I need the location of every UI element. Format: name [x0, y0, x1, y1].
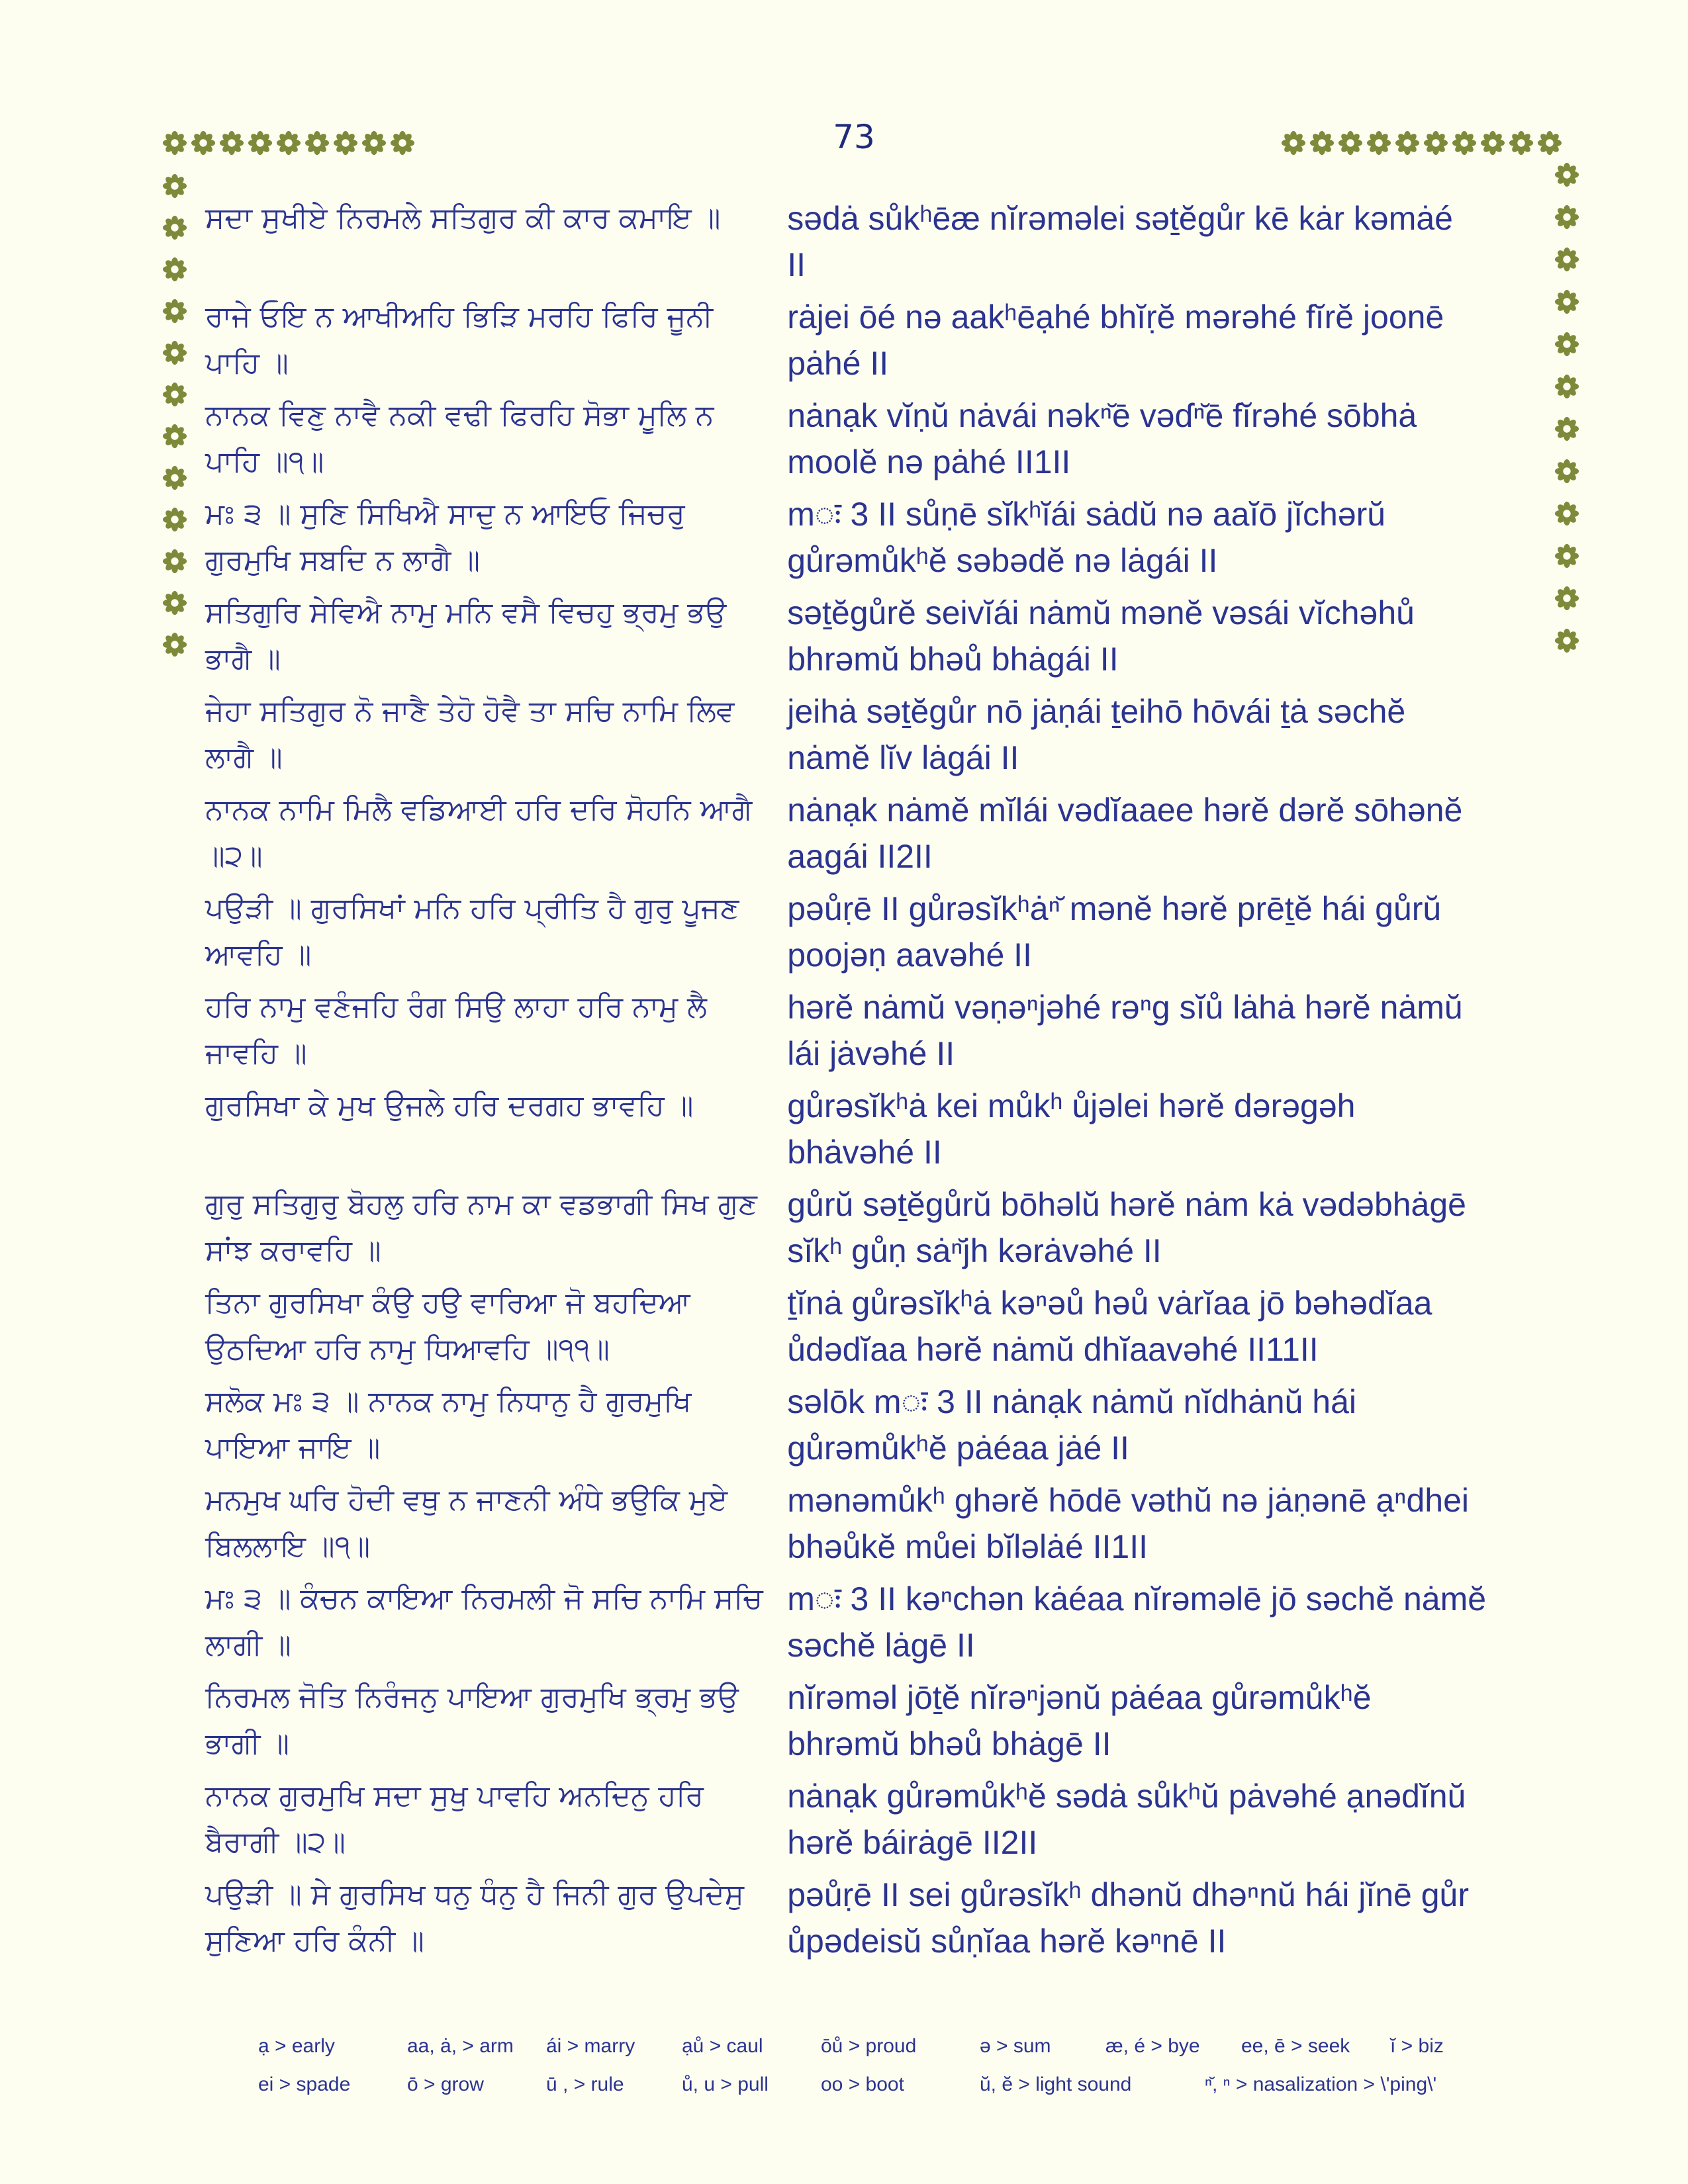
legend-entry: ŭ, ĕ > light sound — [980, 2073, 1132, 2095]
flower-ornament-icon — [1554, 289, 1579, 314]
page-number: 73 — [833, 118, 875, 156]
verse-line — [205, 1083, 1529, 1181]
transliteration-row: jeihȧ səṯĕgůr nō jȧṇái ṯeihō hōvái ṯȧ səchĕ — [787, 693, 1406, 730]
transliteration-text — [787, 886, 1529, 978]
legend-entry: ee, ē > seek — [1241, 2035, 1350, 2057]
transliteration-row: poojəṇ aavəhé II — [787, 936, 1032, 974]
verse-line — [205, 1872, 1529, 1970]
transliteration-row: ůdədĭaa hərĕ nȧmŭ dhĭaavəhé II11II — [787, 1331, 1319, 1368]
transliteration-row: mः 3 II kəⁿchən kȧéaa nĭrəməlē jō səchĕ nȧmĕ — [787, 1580, 1487, 1617]
transliteration-text — [787, 392, 1529, 485]
flower-ornament-icon — [1537, 130, 1562, 156]
flower-ornament-icon — [276, 130, 301, 156]
transliteration-row: nȧmĕ lĭv lȧgái II — [787, 739, 1019, 776]
flower-ornament-icon — [162, 130, 187, 156]
flower-ornament-icon — [248, 130, 273, 156]
transliteration-row: hərĕ báirȧgē II2II — [787, 1824, 1038, 1861]
verse-line — [205, 1280, 1529, 1379]
legend-entry: oo > boot — [821, 2073, 904, 2095]
transliteration-text — [787, 1576, 1529, 1668]
flower-ornament-icon — [162, 257, 187, 282]
legend-entry: aa, ȧ, > arm — [407, 2035, 514, 2057]
legend-entry: ə > sum — [980, 2035, 1051, 2057]
transliteration-text — [787, 1773, 1529, 1866]
flower-ornament-icon — [1509, 130, 1534, 156]
gurmukhi-text: ਗੁਰੁ ਸਤਿਗੁਰੁ ਬੋਹਲੁ ਹਰਿ ਨਾਮ ਕਾ ਵਡਭਾਗੀ ਸਿਖ ਗੁਣ ਸਾਂਝ ਕਰਾਵਹਿ ॥ — [205, 1187, 757, 1267]
flower-ornament-icon — [1554, 628, 1579, 653]
flower-ornament-icon — [162, 340, 187, 365]
transliteration-row: lái jȧvəhé II — [787, 1035, 955, 1072]
transliteration-row: gůrəmůkʰĕ səbədĕ nə lȧgái II — [787, 542, 1218, 579]
gurmukhi-text: ਰਾਜੇ ਓਇ ਨ ਆਖੀਅਹਿ ਭਿੜਿ ਮਰਹਿ ਫਿਰਿ ਜੂਨੀ ਪਾਹਿ ॥ — [205, 300, 714, 380]
verse-line — [205, 195, 1529, 294]
gurmukhi-text: ਤਿਨਾ ਗੁਰਸਿਖਾ ਕੰਉ ਹਉ ਵਾਰਿਆ ਜੋ ਬਹਦਿਆ ਉਠਦਿਆ ਹਰਿ ਨਾਮੁ ਧਿਆਵਹਿ ॥੧੧॥ — [205, 1286, 690, 1366]
legend-entry: ái > marry — [546, 2035, 635, 2057]
transliteration-row: rȧjei ōé nə aakʰēạhé bhĭṛĕ mərəhé fĭrĕ joonē — [787, 298, 1444, 336]
transliteration-text — [787, 1379, 1529, 1471]
flower-ornament-icon — [162, 465, 187, 490]
gurmukhi-text: ਸਲੋਕ ਮਃ ੩ ॥ ਨਾਨਕ ਨਾਮੁ ਨਿਧਾਨੁ ਹੈ ਗੁਰਮੁਖਿ ਪਾਇਆ ਜਾਇ ॥ — [205, 1385, 692, 1465]
transliteration-row: sədȧ sůkʰēæ nĭrəmәlei səṯĕgůr kē kȧr kəmȧé — [787, 200, 1453, 237]
transliteration-row: bhȧvəhé II — [787, 1134, 942, 1171]
transliteration-text — [787, 787, 1529, 880]
gurmukhi-text: ਨਾਨਕ ਵਿਣੁ ਨਾਵੈ ਨਕੀ ਵਢੀ ਫਿਰਹਿ ਸੋਭਾ ਮੂਲਿ ਨ ਪਾਹਿ ॥੧॥ — [205, 398, 714, 478]
flower-ornament-icon — [305, 130, 330, 156]
legend-entry: ei > spade — [258, 2073, 351, 2095]
transliteration-row: pȧhé II — [787, 345, 889, 382]
transliteration-row: nȧnạk vĭṇŭ nȧvái nəkⁿ̆ē vəɗⁿ̆ē fĭrəhé sōbhȧ — [787, 397, 1417, 434]
transliteration-text — [787, 688, 1529, 781]
flower-ornament-icon — [162, 382, 187, 407]
flower-ornament-icon — [1554, 205, 1579, 230]
legend-entry: ạů > caul — [682, 2035, 763, 2057]
transliteration-row: pəůṛē II sei gůrəsĭkʰ dhənŭ dhəⁿnŭ hái jĭnē gůr — [787, 1876, 1469, 1913]
transliteration-row: hərĕ nȧmŭ vəṇəⁿjəhé rəⁿg sĭů lȧhȧ hərĕ nȧmŭ — [787, 989, 1463, 1026]
transliteration-text — [787, 1674, 1529, 1767]
verse-line — [205, 590, 1529, 688]
legend-entry: ō > grow — [407, 2073, 484, 2095]
flower-ornament-icon — [333, 130, 358, 156]
gurmukhi-text: ਨਾਨਕ ਗੁਰਮੁਖਿ ਸਦਾ ਸੁਖੁ ਪਾਵਹਿ ਅਨਦਿਨੁ ਹਰਿ ਬੈਰਾਗੀ ॥੨॥ — [205, 1779, 704, 1859]
flower-ornament-icon — [1554, 162, 1579, 187]
flower-ornament-icon — [1338, 130, 1363, 156]
flower-ornament-icon — [162, 298, 187, 324]
transliteration-text — [787, 1181, 1529, 1274]
legend-entry: ū , > rule — [546, 2073, 624, 2095]
gurmukhi-text: ਜੇਹਾ ਸਤਿਗੁਰ ਨੋ ਜਾਣੈ ਤੇਹੋ ਹੋਵੈ ਤਾ ਸਚਿ ਨਾਮਿ ਲਿਵ ਲਾਗੈ ॥ — [205, 694, 735, 774]
transliteration-text — [787, 491, 1529, 584]
flower-ornament-icon — [1366, 130, 1391, 156]
flower-ornament-icon — [162, 507, 187, 532]
flower-ornament-icon — [1554, 459, 1579, 484]
transliteration-text — [787, 1872, 1529, 1964]
transliteration-row: nȧnạk gůrəmůkʰĕ sədȧ sůkʰŭ pȧvəhé ạnədĭnŭ — [787, 1778, 1466, 1815]
transliteration-text — [787, 1083, 1529, 1175]
transliteration-text — [787, 1477, 1529, 1570]
transliteration-row: pəůṛē II gůrəsĭkʰȧⁿ̆ mənĕ hərĕ prēṯĕ hái gůrŭ — [787, 890, 1442, 927]
verse-line — [205, 1576, 1529, 1674]
verse-line — [205, 1379, 1529, 1477]
gurmukhi-text: ਮਨਮੁਖ ਘਰਿ ਹੋਦੀ ਵਥੁ ਨ ਜਾਣਨੀ ਅੰਧੇ ਭਉਕਿ ਮੁਏ ਬਿਲਲਾਇ ॥੧॥ — [205, 1483, 728, 1563]
transliteration-row: bhəůkĕ můei bĭləlȧé II1II — [787, 1528, 1149, 1565]
transliteration-row: aagái II2II — [787, 838, 933, 875]
verse-line — [205, 787, 1529, 886]
verse-line — [205, 491, 1529, 590]
gurmukhi-text: ਹਰਿ ਨਾਮੁ ਵਣੰਜਹਿ ਰੰਗ ਸਿਉ ਲਾਹਾ ਹਰਿ ਨਾਮੁ ਲੈ ਜਾਵਹਿ ॥ — [205, 990, 707, 1070]
transliteration-row: nĭrəməl jōṯĕ nĭrəⁿjənŭ pȧéaa gůrəmůkʰĕ — [787, 1679, 1372, 1716]
flower-ornament-icon — [191, 130, 216, 156]
transliteration-text — [787, 590, 1529, 682]
flower-ornament-icon — [1554, 543, 1579, 569]
transliteration-row: səchĕ lȧgē II — [787, 1627, 975, 1664]
transliteration-row: mः 3 II sůṇē sĭkʰĭái sȧdŭ nə aaĭō jĭchərŭ — [787, 496, 1386, 533]
transliteration-row: II — [787, 246, 806, 283]
transliteration-row: ůpədeisŭ sůṇĭaa hərĕ kəⁿnē II — [787, 1923, 1227, 1960]
gurmukhi-text: ਗੁਰਸਿਖਾ ਕੇ ਮੁਖ ਉਜਲੇ ਹਰਿ ਦਰਗਹ ਭਾਵਹਿ ॥ — [205, 1089, 694, 1122]
transliteration-row: mənəmůkʰ ghərĕ hōdē vəthŭ nə jȧṇənē ạⁿdhei — [787, 1482, 1470, 1519]
flower-ornament-icon — [1281, 130, 1306, 156]
flower-ornament-icon — [219, 130, 244, 156]
transliteration-row: bhrəmŭ bhəů bhȧgái II — [787, 641, 1119, 678]
flower-ornament-icon — [162, 215, 187, 240]
verse-line — [205, 1181, 1529, 1280]
verse-line — [205, 1773, 1529, 1872]
transliteration-row: səṯĕgůrĕ seivĭái nȧmŭ mənĕ vəsái vĭchəhů — [787, 594, 1415, 631]
flower-ornament-icon — [1554, 332, 1579, 357]
flower-ornament-icon — [1554, 247, 1579, 272]
flower-ornament-icon — [162, 632, 187, 657]
transliteration-row: ṯĭnȧ gůrəsĭkʰȧ kəⁿəů həů vȧrĭaa jō bəhədĭaa — [787, 1285, 1432, 1322]
gurmukhi-text: ਨਾਨਕ ਨਾਮਿ ਮਿਲੈ ਵਡਿਆਈ ਹਰਿ ਦਰਿ ਸੋਹਨਿ ਆਗੈ ॥੨॥ — [205, 793, 753, 873]
gurmukhi-text: ਸਦਾ ਸੁਖੀਏ ਨਿਰਮਲੇ ਸਤਿਗੁਰ ਕੀ ਕਾਰ ਕਮਾਇ ॥ — [205, 201, 721, 235]
gurmukhi-text: ਮਃ ੩ ॥ ਸੁਣਿ ਸਿਖਿਐ ਸਾਦੁ ਨ ਆਇਓ ਜਿਚਰੁ ਗੁਰਮੁਖਿ ਸਬਦਿ ਨ ਲਾਗੈ ॥ — [205, 497, 685, 577]
flower-ornament-icon — [1554, 416, 1579, 441]
flower-ornament-icon — [162, 424, 187, 449]
flower-ornament-icon — [162, 173, 187, 199]
flower-ornament-icon — [1554, 501, 1579, 526]
flower-ornament-icon — [1395, 130, 1420, 156]
transliteration-row: gůrəsĭkʰȧ kei můkʰ ůjəlei hərĕ dərəgəh — [787, 1087, 1356, 1124]
gurmukhi-text: ਪਉੜੀ ॥ ਗੁਰਸਿਖਾਂ ਮਨਿ ਹਰਿ ਪ੍ਰੀਤਿ ਹੈ ਗੁਰੁ ਪੂਜਣ ਆਵਹਿ ॥ — [205, 891, 739, 972]
verse-line — [205, 294, 1529, 392]
legend-entry: ⁿ̆, ⁿ > nasalization > \'ping\' — [1205, 2073, 1437, 2095]
transliteration-text — [787, 294, 1529, 387]
transliteration-row: səlōk mः 3 II nȧnạk nȧmŭ nĭdhȧnŭ hái — [787, 1383, 1356, 1420]
verse-line — [205, 688, 1529, 787]
flower-ornament-icon — [1423, 130, 1448, 156]
transliteration-row: sĭkʰ gůṇ sȧⁿ̆jh kərȧvəhé II — [787, 1232, 1162, 1269]
flower-ornament-icon — [162, 590, 187, 615]
legend-entry: ĭ > biz — [1390, 2035, 1444, 2057]
transliteration-row: nȧnạk nȧmĕ mĭlái vədĭaaee hərĕ dərĕ sōhənĕ — [787, 792, 1463, 829]
flower-ornament-icon — [390, 130, 415, 156]
gurmukhi-text: ਪਉੜੀ ॥ ਸੇ ਗੁਰਸਿਖ ਧਨੁ ਧੰਨੁ ਹੈ ਜਿਨੀ ਗੁਰ ਉਪਦੇਸੁ ਸੁਣਿਆ ਹਰਿ ਕੰਨੀ ॥ — [205, 1878, 744, 1958]
flower-ornament-icon — [1554, 374, 1579, 399]
transliteration-row: gůrŭ səṯĕgůrŭ bōhəlŭ hərĕ nȧm kȧ vədəbhȧgē — [787, 1186, 1466, 1223]
legend-entry: ōů > proud — [821, 2035, 917, 2057]
flower-ornament-icon — [1309, 130, 1335, 156]
verse-lines — [205, 195, 1529, 1970]
transliteration-text — [787, 195, 1529, 288]
flower-ornament-icon — [1480, 130, 1505, 156]
legend-entry: æ, é > bye — [1105, 2035, 1200, 2057]
transliteration-text — [787, 984, 1529, 1077]
transliteration-row: gůrəmůkʰĕ pȧéaa jȧé II — [787, 1430, 1129, 1467]
verse-line — [205, 1674, 1529, 1773]
gurmukhi-text: ਮਃ ੩ ॥ ਕੰਚਨ ਕਾਇਆ ਨਿਰਮਲੀ ਜੋ ਸਚਿ ਨਾਮਿ ਸਚਿ ਲਾਗੀ ॥ — [205, 1582, 763, 1662]
verse-line — [205, 1477, 1529, 1576]
flower-ornament-icon — [1452, 130, 1477, 156]
legend-entry: ạ > early — [258, 2035, 335, 2057]
transliteration-row: moolĕ nə pȧhé II1II — [787, 443, 1071, 480]
flower-ornament-icon — [1554, 586, 1579, 611]
transliteration-text — [787, 1280, 1529, 1373]
gurmukhi-text: ਨਿਰਮਲ ਜੋਤਿ ਨਿਰੰਜਨੁ ਪਾਇਆ ਗੁਰਮੁਖਿ ਭ੍ਰਮੁ ਭਉ ਭਾਗੀ ॥ — [205, 1680, 739, 1760]
flower-ornament-icon — [162, 549, 187, 574]
legend-entry: ů, u > pull — [682, 2073, 769, 2095]
verse-line — [205, 392, 1529, 491]
verse-line — [205, 886, 1529, 984]
verse-line — [205, 984, 1529, 1083]
transliteration-row: bhrəmŭ bhəů bhȧgē II — [787, 1725, 1111, 1762]
flower-ornament-icon — [361, 130, 387, 156]
gurmukhi-text: ਸਤਿਗੁਰਿ ਸੇਵਿਐ ਨਾਮੁ ਮਨਿ ਵਸੈ ਵਿਚਹੁ ਭ੍ਰਮੁ ਭਉ ਭਾਗੈ ॥ — [205, 596, 727, 676]
